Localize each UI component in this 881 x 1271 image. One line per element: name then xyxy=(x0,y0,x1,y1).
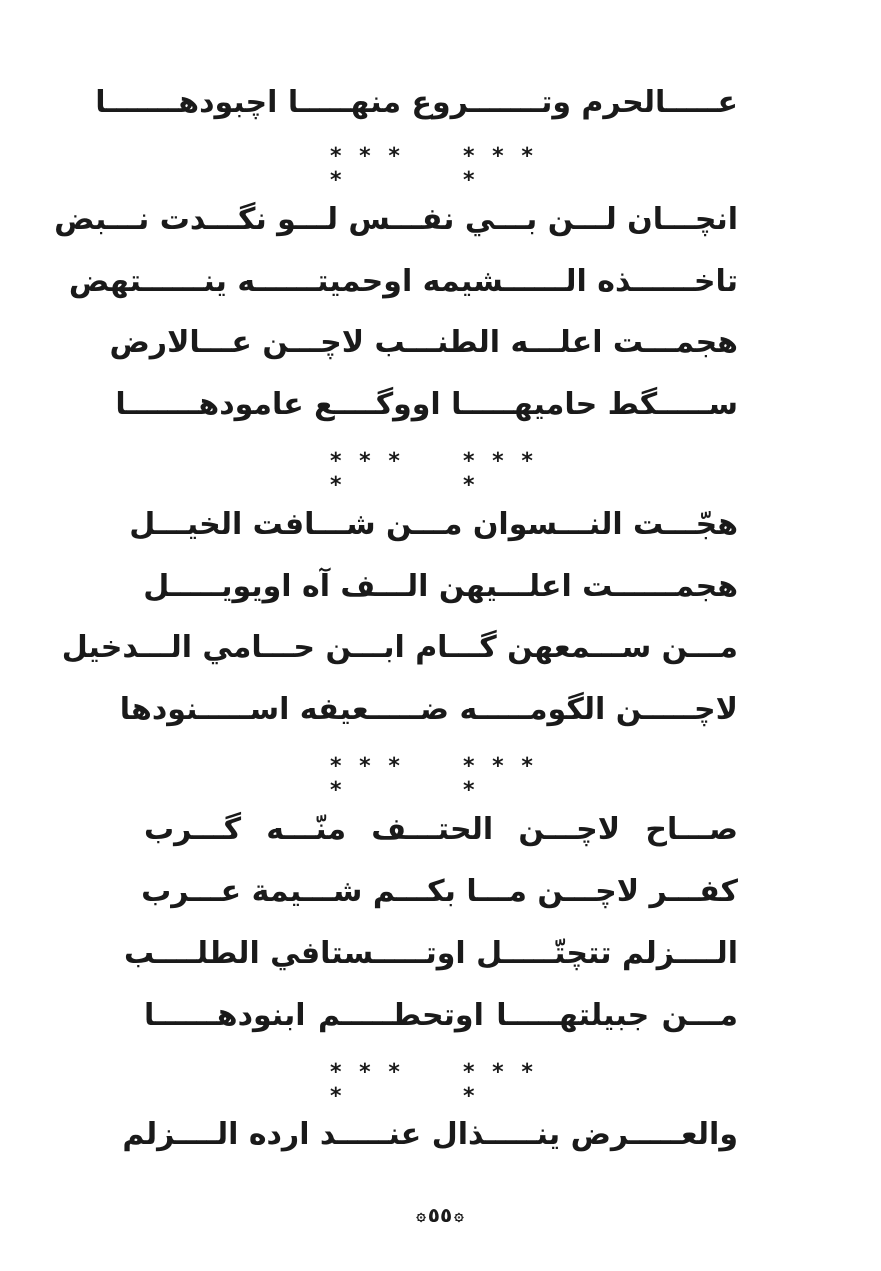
verse-line: انچـــان لـــن بـــي نفـــس لـــو نگـــدت نـــبض xyxy=(54,202,738,237)
stanza-separator xyxy=(330,1060,550,1109)
verse-line: هجّـــت النـــسوان مـــن شـــافت الخيـــل xyxy=(129,507,738,542)
verse-line: كفـــر لاچـــن مـــا بكـــم شـــيمة عـــرب xyxy=(141,874,738,909)
page-number-value: ٥٥ xyxy=(427,1203,453,1227)
ornament-icon: ۞ xyxy=(454,1205,464,1224)
separator-stars: * * * * xyxy=(463,1060,538,1109)
ornament-icon: ۞ xyxy=(416,1205,426,1224)
separator-stars: * * * * xyxy=(330,1060,405,1109)
verse-line: مـــن ســـمعهن گـــام ابـــن حـــامي الـــدخيل xyxy=(61,630,738,665)
stanza-separator xyxy=(330,754,550,803)
separator-stars: * * * * xyxy=(463,754,538,803)
separator-stars: * * * * xyxy=(463,449,538,498)
separator-stars: * * * * xyxy=(330,754,405,803)
stanza-separator xyxy=(330,144,550,193)
verse-line: تاخــــــذه الــــــشيمه اوحميتــــــه ينــــــتهض xyxy=(68,264,738,299)
page-number xyxy=(405,1198,475,1232)
stanza-separator xyxy=(330,449,550,498)
verse-line: صـــاح لاچـــن الحتـــف منّـــه گـــرب xyxy=(144,812,738,847)
verse-line: مـــن جبيلتهـــــا اوتحطـــــم ابنودهــــــا xyxy=(144,998,738,1033)
verse-line: الــــزلم تتچتّـــــل اوتـــــستافي الطلــــب xyxy=(123,936,738,971)
separator-stars: * * * * xyxy=(463,144,538,193)
verse-line: عـــــالحرم وتـــــــروع منهـــــا اچبودهـــــــا xyxy=(95,85,738,120)
verse-line: هجمـــت اعلـــه الطنـــب لاچـــن عـــالارض xyxy=(109,325,738,360)
verse-line: لاچـــــن الگومـــــه ضـــــعيفه اســـــنودها xyxy=(119,692,738,727)
verse-line: هجمــــــت اعلـــيهن الـــف آه اويويـــــل xyxy=(143,569,738,604)
separator-stars: * * * * xyxy=(330,449,405,498)
verse-line: ســـــگط حاميهـــــا اووگــــع عامودهـــــــا xyxy=(115,387,738,422)
separator-stars: * * * * xyxy=(330,144,405,193)
verse-line: والعـــــرض ينـــــذال عنـــــد ارده الــــزلم xyxy=(122,1117,738,1152)
